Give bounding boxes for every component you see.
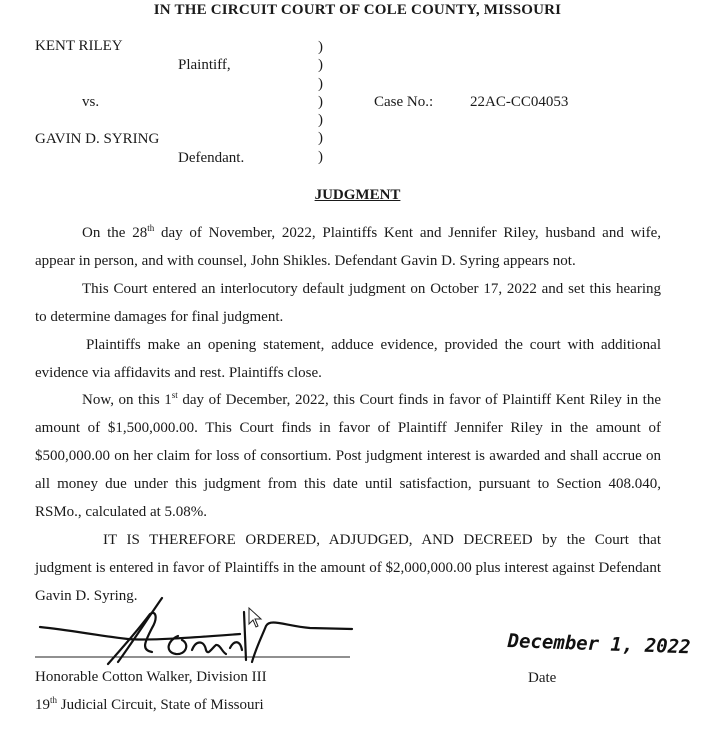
paragraph-appearance: On the 28th day of November, 2022, Plaintiffs Kent and Jennifer Riley, husband and wife, appear in person, and with counsel, John Shikles. Defendant Gavin D. Syring appears not. xyxy=(35,223,661,269)
mouse-cursor-icon xyxy=(249,608,261,627)
handwritten-date: December 1, 2022 xyxy=(507,630,691,659)
case-number-label: Case No.: xyxy=(374,94,434,110)
date-label: Date xyxy=(528,670,557,686)
plaintiff-role: Plaintiff, xyxy=(178,57,231,73)
defendant-role: Defendant. xyxy=(178,150,245,166)
judicial-circuit-line: 19th Judicial Circuit, State of Missouri xyxy=(35,695,264,713)
court-title: IN THE CIRCUIT COURT OF COLE COUNTY, MISSOURI xyxy=(153,2,562,18)
paragraph-findings: Now, on this 1st day of December, 2022, this Court finds in favor of Plaintiff Kent Riley in the amount of $1,500,000.00. This Court finds in favor of Plaintiff Jennifer Riley in the amount of $500,000.00 on her claim for loss of consortium. Post judgment interest is awarded and shall accrue on all money due under this judgment from this date until satisfaction, pursuant to Section 408.040, RSMo., calculated at 5.08%. xyxy=(35,390,661,520)
paragraph-decree: IT IS THEREFORE ORDERED, ADJUDGED, AND DECREED by the Court that judgment is entered in favor of Plaintiffs in the amount of $2,000,000.00 plus interest against Defendant Gavin D. Syring. xyxy=(35,532,661,604)
plaintiff-name: KENT RILEY xyxy=(35,38,123,54)
judge-name-line: Honorable Cotton Walker, Division III xyxy=(35,669,267,685)
versus-label: vs. xyxy=(82,94,100,110)
paragraph-interlocutory: This Court entered an interlocutory default judgment on October 17, 2022 and set this hearing to determine damages for final judgment. xyxy=(35,281,661,325)
caption-parentheses: ) ) ) ) ) ) ) xyxy=(318,39,323,165)
paragraph-evidence: Plaintiffs make an opening statement, adduce evidence, provided the court with additional evidence via affidavits and rest. Plaintiffs close. xyxy=(35,337,661,381)
judge-signature-icon xyxy=(40,598,352,664)
case-number: 22AC-CC04053 xyxy=(470,94,569,110)
defendant-name: GAVIN D. SYRING xyxy=(35,131,160,147)
judgment-heading: JUDGMENT xyxy=(314,187,401,203)
